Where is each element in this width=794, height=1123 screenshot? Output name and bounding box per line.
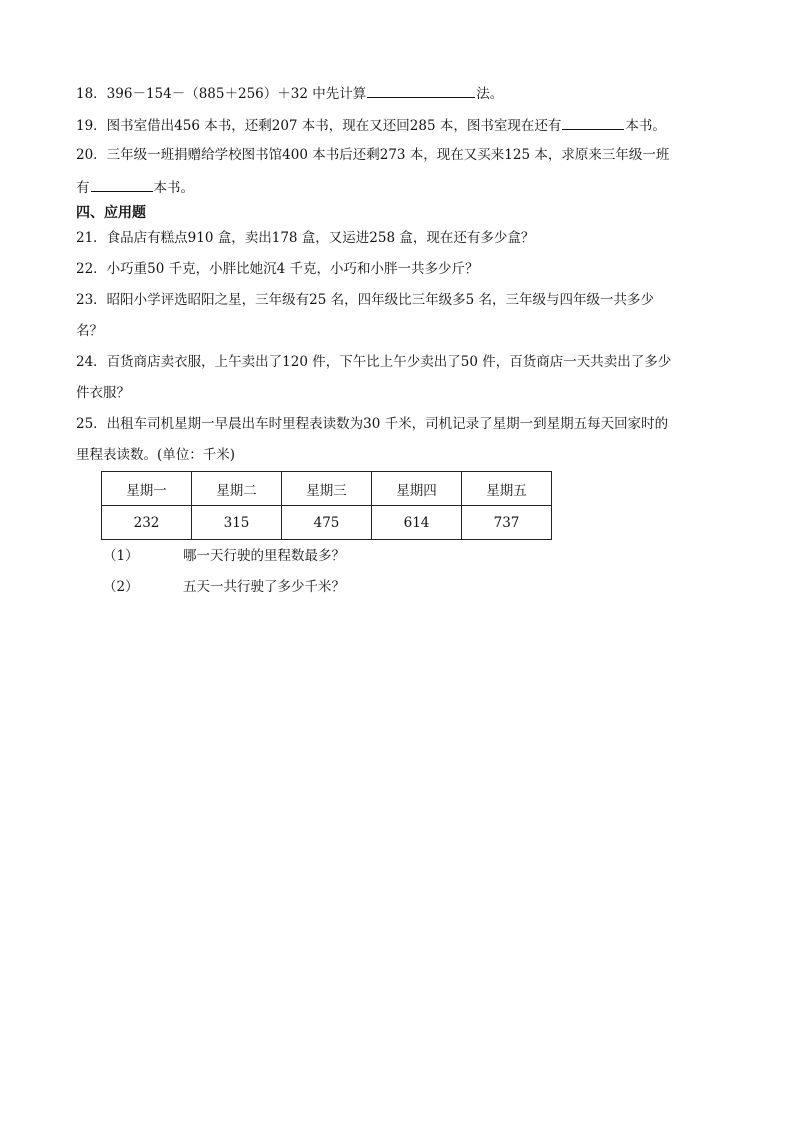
- table-cell: 232: [102, 506, 192, 540]
- question-19-suffix: 本书。: [625, 118, 666, 134]
- question-20-suffix: 本书。: [153, 180, 194, 196]
- answer-blank-18[interactable]: [367, 83, 475, 98]
- table-row: [102, 506, 552, 540]
- table-header-cell: 星期一: [102, 472, 192, 506]
- table-header-cell: 星期三: [282, 472, 372, 506]
- answer-blank-20[interactable]: [91, 177, 153, 192]
- table-cell: 614: [372, 506, 462, 540]
- question-24-line-2: 件衣服？: [76, 385, 130, 401]
- question-23-line-1: 23．昭阳小学评选昭阳之星，三年级有25 名，四年级比三年级多5 名，三年级与四年级一共多少: [76, 292, 655, 308]
- question-19: [76, 115, 666, 135]
- question-25-line-1: 25．出租车司机星期一早晨出车时里程表读数为30 千米，司机记录了星期一到星期五每天回家时的: [76, 416, 669, 432]
- question-20-line-1: [76, 146, 669, 164]
- subquestion-1-text: 哪一天行驶的里程数最多？: [183, 548, 345, 564]
- table-header-row: [102, 472, 552, 506]
- table-cell: 315: [192, 506, 282, 540]
- question-20-text: 20．三年级一班捐赠给学校图书馆400 本书后还剩273 本，现在又买来125 本，求原来三年级一班: [76, 147, 670, 163]
- question-18: [76, 83, 503, 103]
- question-24-line-1: 24．百货商店卖衣服，上午卖出了120 件，下午比上午少卖出了50 件，百货商店一天共卖出了多少: [76, 354, 672, 370]
- question-20-prefix: 有: [76, 180, 90, 196]
- question-22: 22．小巧重50 千克，小胖比她沉4 千克，小巧和小胖一共多少斤？: [76, 261, 479, 277]
- question-19-text: 19．图书室借出456 本书，还剩207 本书，现在又还回285 本，图书室现在还有: [76, 118, 562, 134]
- answer-blank-19[interactable]: [562, 115, 624, 130]
- table-cell: 475: [282, 506, 372, 540]
- mileage-table: [101, 471, 552, 540]
- question-18-text: 18．396－154－（885＋256）＋32 中先计算: [76, 86, 367, 102]
- table-header-cell: 星期二: [192, 472, 282, 506]
- section-title: 四、应用题: [76, 205, 146, 221]
- subquestion-2-text: 五天一共行驶了多少千米？: [183, 579, 345, 595]
- question-25-line-2: 里程表读数。(单位：千米): [76, 447, 236, 463]
- question-23-line-2: 名？: [76, 323, 103, 339]
- table-header-cell: 星期五: [462, 472, 552, 506]
- subquestion-2-number: （2）: [103, 579, 139, 595]
- question-18-suffix: 法。: [476, 86, 504, 102]
- table-header-cell: 星期四: [372, 472, 462, 506]
- question-21: 21．食品店有糕点910 盒，卖出178 盒，又运进258 盒，现在还有多少盒？: [76, 230, 535, 246]
- question-20-line-2: [76, 177, 194, 197]
- subquestion-1-number: （1）: [103, 548, 139, 564]
- table-cell: 737: [462, 506, 552, 540]
